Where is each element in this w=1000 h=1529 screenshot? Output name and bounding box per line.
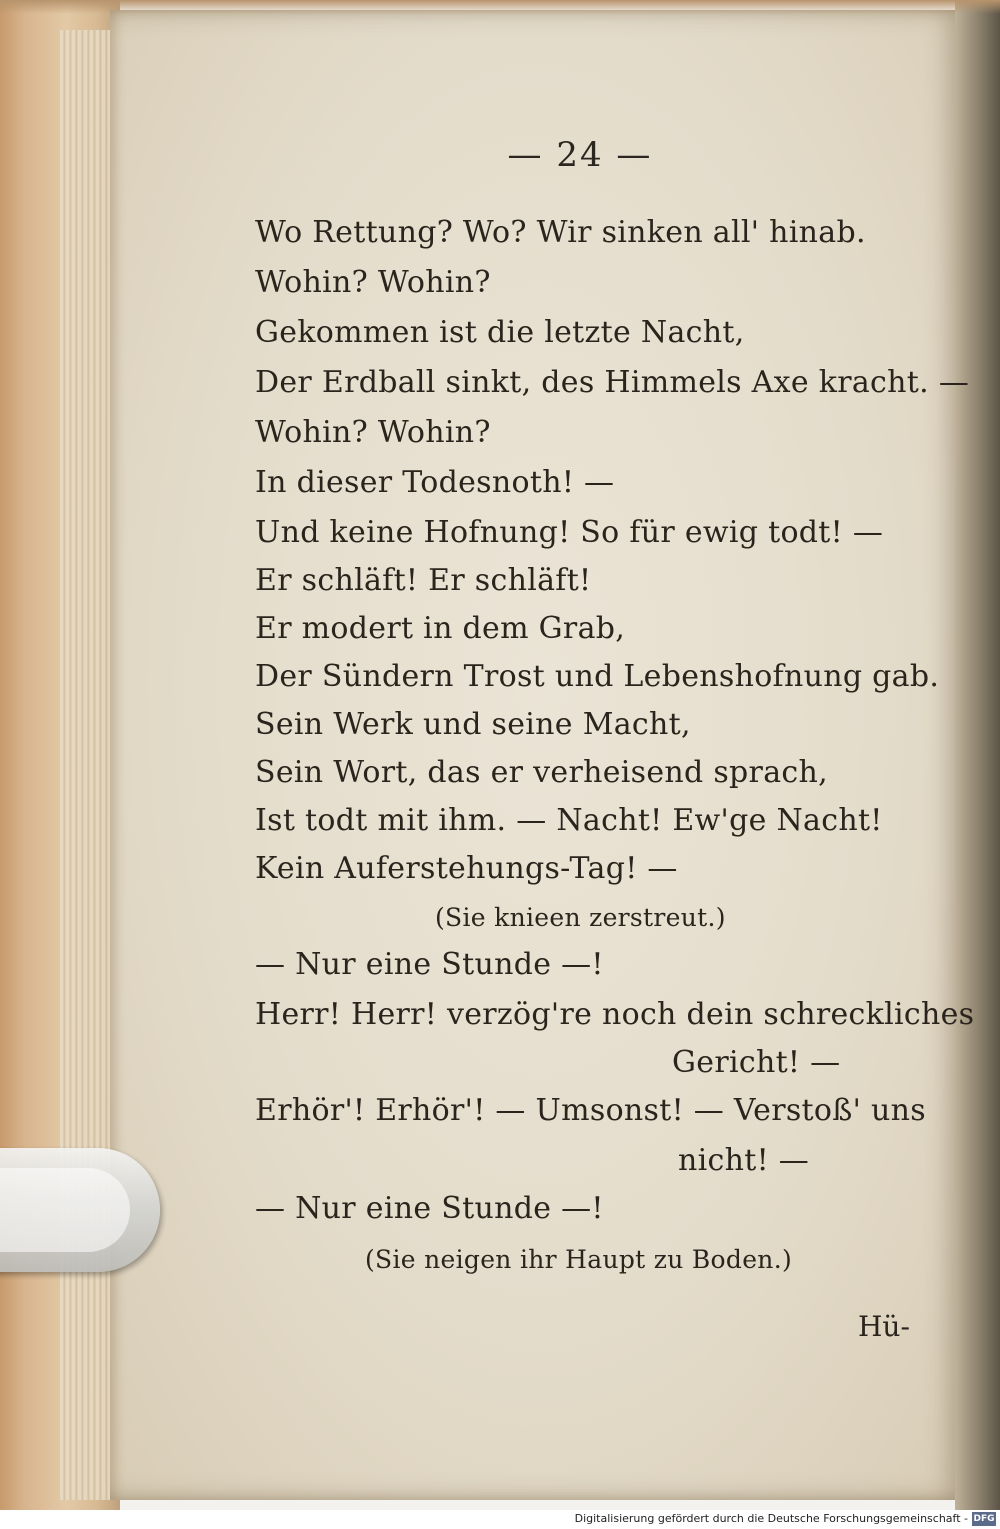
text-line: Sein Wort, das er verheisend sprach, xyxy=(255,755,828,790)
page-clip-highlight xyxy=(0,1168,130,1252)
text-line: Und keine Hofnung! So für ewig todt! — xyxy=(255,515,884,550)
dfg-logo: DFG xyxy=(973,1514,995,1524)
text-line-continuation: nicht! — xyxy=(678,1143,810,1178)
text-line: Wohin? Wohin? xyxy=(255,265,491,300)
catchword: Hü- xyxy=(858,1310,910,1343)
page-number: — 24 — xyxy=(507,135,653,175)
text-line: Der Sündern Trost und Lebenshofnung gab. xyxy=(255,659,940,694)
text-line: Er schläft! Er schläft! xyxy=(255,563,592,598)
text-line: Gekommen ist die letzte Nacht, xyxy=(255,315,745,350)
text-line: — Nur eine Stunde —! xyxy=(255,947,604,982)
stage-direction: (Sie neigen ihr Haupt zu Boden.) xyxy=(365,1245,792,1274)
text-line: Sein Werk und seine Macht, xyxy=(255,707,691,742)
text-line-continuation: Gericht! — xyxy=(672,1045,841,1080)
text-line: — Nur eine Stunde —! xyxy=(255,1191,604,1226)
text-line: Er modert in dem Grab, xyxy=(255,611,626,646)
funding-credit: Digitalisierung gefördert durch die Deutsche Forschungsgemeinschaft - xyxy=(574,1512,968,1525)
text-line: Kein Auferstehungs-Tag! — xyxy=(255,851,678,886)
text-line: Wohin? Wohin? xyxy=(255,415,491,450)
book-gutter xyxy=(955,0,1000,1510)
text-line: Wo Rettung? Wo? Wir sinken all' hinab. xyxy=(255,215,866,250)
text-line: Der Erdball sinkt, des Himmels Axe kracht. — xyxy=(255,365,970,400)
footer-bar xyxy=(0,1510,1000,1529)
text-line: Herr! Herr! verzög're noch dein schreckliches xyxy=(255,997,975,1032)
stage-direction: (Sie knieen zerstreut.) xyxy=(435,903,726,932)
text-line: In dieser Todesnoth! — xyxy=(255,465,615,500)
text-line: Erhör'! Erhör'! — Umsonst! — Verstoß' uns xyxy=(255,1093,926,1128)
text-line: Ist todt mit ihm. — Nacht! Ew'ge Nacht! xyxy=(255,803,883,838)
book-top-edge xyxy=(0,0,1000,14)
